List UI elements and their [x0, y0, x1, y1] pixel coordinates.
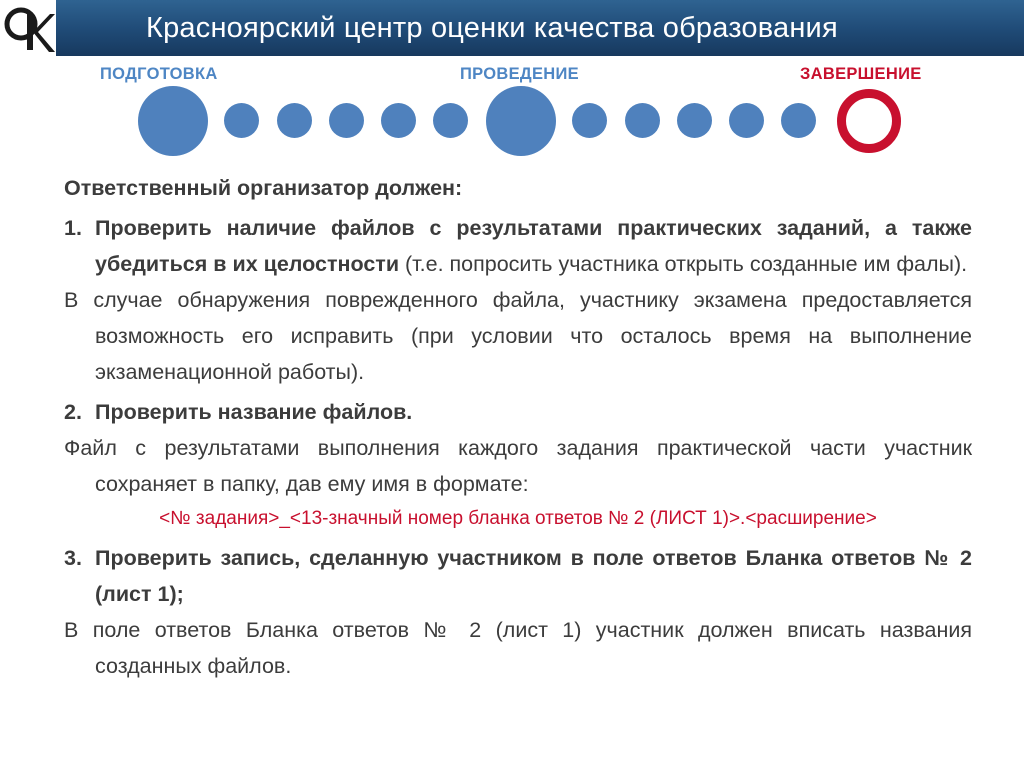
- progress-dot: [677, 103, 712, 138]
- list-item-number: 1.: [64, 216, 82, 240]
- list-item-3: [64, 540, 972, 612]
- paragraph-answer-field: [64, 612, 972, 684]
- item1-plain-text: (т.е. попросить участника открыть созданные им фалы).: [399, 252, 968, 276]
- header-bar: [0, 0, 1024, 56]
- paragraph-text: В поле ответов Бланка ответов № 2 (лист 1) участник должен вписать названия созданных файлов.: [64, 618, 972, 678]
- paragraph-file-naming: [64, 430, 972, 502]
- list-item-text: Проверить название файлов.: [95, 400, 413, 424]
- item1-bold-text: Проверить наличие файлов с результатами практических заданий, а также убедиться в их целостности: [95, 216, 972, 276]
- list-item-text: Проверить запись, сделанную участником в поле ответов Бланка ответов № 2 (лист 1);: [95, 546, 972, 606]
- progress-dot: [729, 103, 764, 138]
- logo-icon: [0, 0, 56, 56]
- progress-dot: [277, 103, 312, 138]
- progress-dot: [781, 103, 816, 138]
- list-item-2: [64, 394, 972, 430]
- stage-label-completion: ЗАВЕРШЕНИЕ: [800, 65, 922, 83]
- progress-dot: [329, 103, 364, 138]
- stage-ring-completion: [837, 89, 901, 153]
- logo: [0, 0, 56, 56]
- progress-dot: [224, 103, 259, 138]
- section-heading: Ответственный организатор должен:: [64, 176, 463, 200]
- list-item-1: [64, 210, 972, 282]
- stage-dot-preparation: [138, 86, 208, 156]
- list-item-number: 3.: [64, 546, 82, 570]
- progress-dot: [433, 103, 468, 138]
- paragraph-damaged-file: [64, 282, 972, 390]
- stage-label-preparation: ПОДГОТОВКА: [100, 65, 218, 83]
- progress-dot: [572, 103, 607, 138]
- file-name-format: <№ задания>_<13-значный номер бланка ответов № 2 (ЛИСТ 1)>.<расширение>: [159, 508, 877, 529]
- paragraph-text: Файл с результатами выполнения каждого задания практической части участник сохраняет в папку, дав ему имя в формате:: [64, 436, 972, 496]
- progress-dot: [381, 103, 416, 138]
- progress-dot: [625, 103, 660, 138]
- stage-dot-conduct: [486, 86, 556, 156]
- page-title: Красноярский центр оценки качества образования: [146, 12, 838, 44]
- instructions-content: [64, 170, 972, 684]
- paragraph-text: В случае обнаружения поврежденного файла, участнику экзамена предоставляется возможность его исправить (при условии что осталось время на выполнение экзаменационной работы).: [64, 288, 972, 384]
- stage-label-conduct: ПРОВЕДЕНИЕ: [460, 65, 579, 83]
- list-item-text: [95, 210, 972, 282]
- list-item-number: 2.: [64, 400, 82, 424]
